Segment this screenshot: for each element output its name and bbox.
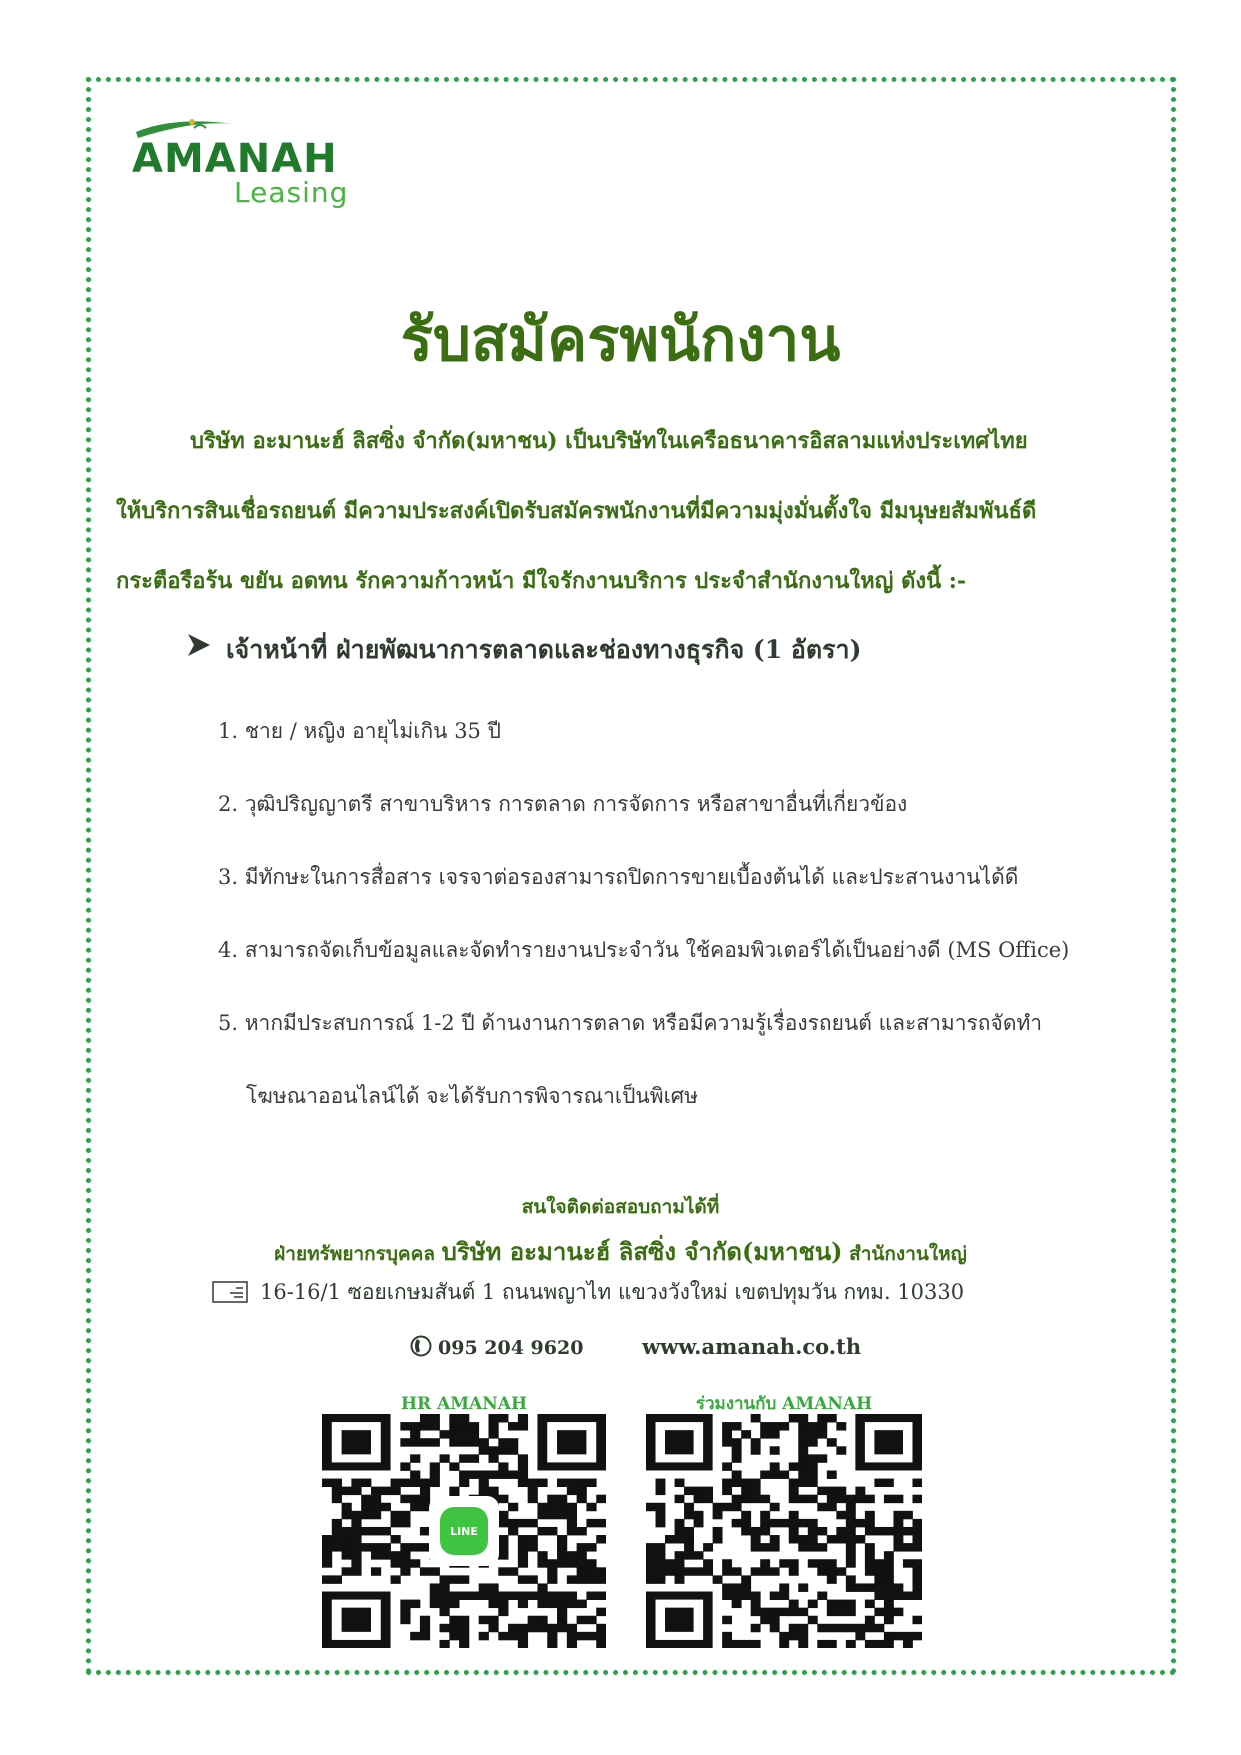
list-item: 2. วุฒิปริญญาตรี สาขาบริหาร การตลาด การจัดการ หรือสาขาอื่นที่เกี่ยวข้อง <box>218 792 908 816</box>
qr-label-line: HR AMANAH <box>400 1394 528 1414</box>
arrow-bullet-icon <box>186 632 212 658</box>
company-logo <box>130 114 390 214</box>
list-item: 5. หากมีประสบการณ์ 1-2 ปี ด้านงานการตลาด หรือมีความรู้เรื่องรถยนต์ และสามารถจัดทำ <box>218 1011 1043 1035</box>
qr-code-career[interactable] <box>646 1414 922 1648</box>
contact-company-line <box>0 1232 1241 1271</box>
address-text: 16-16/1 ซอยเกษมสันต์ 1 ถนนพญาไท แขวงวังใหม่ เขตปทุมวัน กทม. 10330 <box>260 1280 965 1304</box>
page-title: รับสมัครพนักงาน <box>400 305 841 375</box>
position-title <box>186 630 861 670</box>
line-logo-icon <box>429 1496 499 1566</box>
phone-web-line <box>410 1334 861 1359</box>
logo-subtitle: Leasing <box>234 176 349 209</box>
contact-company: บริษัท อะมานะฮ์ ลิสซิ่ง จำกัด(มหาชน) <box>441 1237 843 1266</box>
list-item: โฆษณาออนไลน์ได้ จะได้รับการพิจารณาเป็นพิเศษ <box>246 1084 698 1108</box>
intro-line: กระตือรือร้น ขยัน อดทน รักความก้าวหน้า มีใจรักงานบริการ ประจำสำนักงานใหญ่ ดังนี้ :- <box>116 568 967 594</box>
contact-heading: สนใจติดต่อสอบถามได้ที่ <box>521 1196 720 1218</box>
envelope-icon <box>212 1281 248 1303</box>
list-item: 4. สามารถจัดเก็บข้อมูลและจัดทำรายงานประจำวัน ใช้คอมพิวเตอร์ได้เป็นอย่างดี (MS Office) <box>218 938 1070 962</box>
phone-number[interactable]: 095 204 9620 <box>438 1337 584 1359</box>
website-link[interactable]: www.amanah.co.th <box>642 1334 862 1359</box>
list-item: 3. มีทักษะในการสื่อสาร เจรจาต่อรองสามารถปิดการขายเบื้องต้นได้ และประสานงานได้ดี <box>218 865 1019 889</box>
logo-wordmark: AMANAH <box>132 136 338 182</box>
list-item: 1. ชาย / หญิง อายุไม่เกิน 35 ปี <box>218 719 501 743</box>
intro-paragraph <box>116 426 1126 636</box>
address-line <box>212 1276 964 1309</box>
requirements-list <box>218 716 1118 1154</box>
qr-code-image <box>646 1414 922 1648</box>
intro-line: ให้บริการสินเชื่อรถยนต์ มีความประสงค์เปิดรับสมัครพนักงานที่มีความมุ่งมั่นตั้งใจ มีมนุษยสัมพันธ์ดี <box>116 498 1037 524</box>
position-label: เจ้าหน้าที่ ฝ่ายพัฒนาการตลาดและช่องทางธุรกิจ (1 อัตรา) <box>226 635 862 664</box>
intro-line: บริษัท อะมานะฮ์ ลิสซิ่ง จำกัด(มหาชน) เป็นบริษัทในเครือธนาคารอิสลามแห่งประเทศไทย <box>190 428 1028 454</box>
contact-dept: ฝ่ายทรัพยากรบุคคล <box>274 1243 435 1265</box>
contact-office: สำนักงานใหญ่ <box>849 1243 967 1265</box>
phone-icon <box>410 1335 432 1357</box>
qr-label-career: ร่วมงานกับ AMANAH <box>695 1394 873 1414</box>
qr-code-line[interactable] <box>322 1414 606 1648</box>
line-badge-text: LINE <box>440 1507 488 1555</box>
